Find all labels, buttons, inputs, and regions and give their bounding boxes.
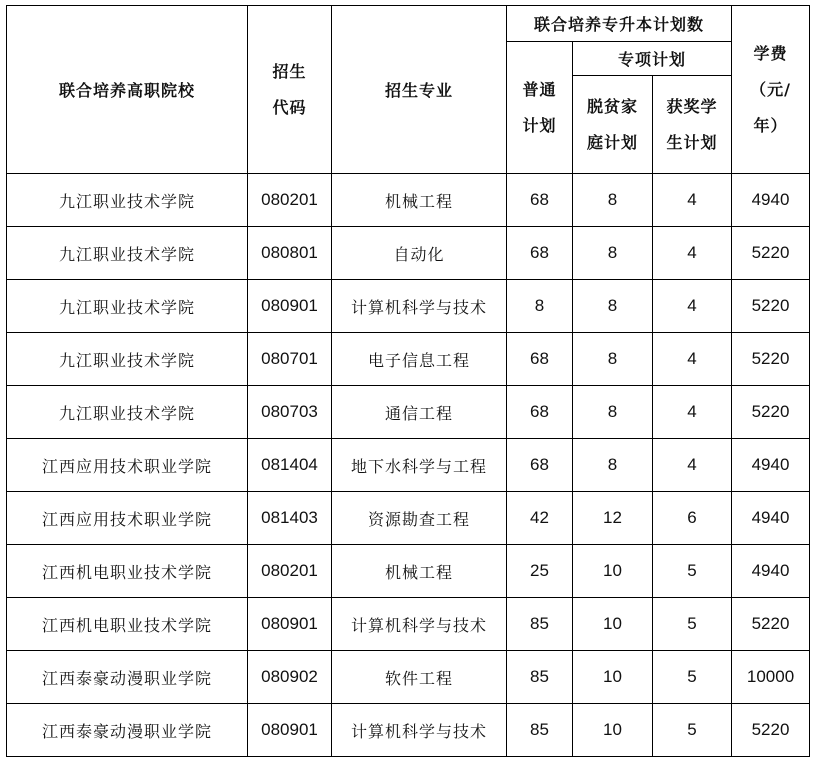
cell-regular-plan: 8: [507, 280, 573, 333]
cell-regular-plan: 85: [507, 598, 573, 651]
cell-fee: 4940: [732, 439, 810, 492]
cell-regular-plan: 25: [507, 545, 573, 598]
cell-code: 080201: [248, 174, 332, 227]
cell-poverty-plan: 10: [573, 598, 653, 651]
cell-fee: 5220: [732, 333, 810, 386]
cell-major: 计算机科学与技术: [332, 704, 507, 757]
header-plan-group: 联合培养专升本计划数: [507, 6, 732, 42]
cell-school: 九江职业技术学院: [7, 280, 248, 333]
cell-school: 江西机电职业技术学院: [7, 545, 248, 598]
cell-code: 080801: [248, 227, 332, 280]
cell-fee: 5220: [732, 280, 810, 333]
header-poverty-plan: 脱贫家 庭计划: [573, 76, 653, 174]
cell-school: 江西泰豪动漫职业学院: [7, 651, 248, 704]
enrollment-plan-table: [6, 5, 810, 757]
cell-major: 电子信息工程: [332, 333, 507, 386]
cell-code: 080201: [248, 545, 332, 598]
cell-regular-plan: 68: [507, 227, 573, 280]
cell-poverty-plan: 8: [573, 333, 653, 386]
cell-code: 080701: [248, 333, 332, 386]
cell-poverty-plan: 12: [573, 492, 653, 545]
table-body: [7, 174, 810, 757]
table-row: [7, 227, 810, 280]
table-row: [7, 280, 810, 333]
cell-school: 九江职业技术学院: [7, 386, 248, 439]
cell-major: 自动化: [332, 227, 507, 280]
header-code: 招生 代码: [248, 6, 332, 174]
cell-code: 080901: [248, 598, 332, 651]
cell-award-plan: 4: [653, 333, 732, 386]
cell-regular-plan: 68: [507, 333, 573, 386]
cell-award-plan: 4: [653, 227, 732, 280]
table-row: [7, 333, 810, 386]
cell-major: 地下水科学与工程: [332, 439, 507, 492]
cell-award-plan: 4: [653, 174, 732, 227]
cell-award-plan: 5: [653, 651, 732, 704]
cell-school: 九江职业技术学院: [7, 227, 248, 280]
cell-school: 江西泰豪动漫职业学院: [7, 704, 248, 757]
cell-regular-plan: 68: [507, 174, 573, 227]
cell-award-plan: 6: [653, 492, 732, 545]
cell-poverty-plan: 8: [573, 174, 653, 227]
header-fee: 学费 （元/ 年）: [732, 6, 810, 174]
cell-regular-plan: 85: [507, 704, 573, 757]
table-row: [7, 651, 810, 704]
cell-poverty-plan: 10: [573, 545, 653, 598]
cell-fee: 4940: [732, 174, 810, 227]
cell-regular-plan: 42: [507, 492, 573, 545]
table-row: [7, 492, 810, 545]
cell-award-plan: 5: [653, 545, 732, 598]
cell-award-plan: 5: [653, 598, 732, 651]
cell-award-plan: 4: [653, 280, 732, 333]
cell-fee: 5220: [732, 386, 810, 439]
cell-code: 080703: [248, 386, 332, 439]
cell-code: 080902: [248, 651, 332, 704]
header-award-plan: 获奖学 生计划: [653, 76, 732, 174]
cell-poverty-plan: 8: [573, 439, 653, 492]
table-row: [7, 386, 810, 439]
cell-school: 江西机电职业技术学院: [7, 598, 248, 651]
cell-award-plan: 4: [653, 439, 732, 492]
cell-fee: 5220: [732, 227, 810, 280]
cell-code: 081404: [248, 439, 332, 492]
cell-award-plan: 5: [653, 704, 732, 757]
cell-regular-plan: 85: [507, 651, 573, 704]
cell-award-plan: 4: [653, 386, 732, 439]
cell-major: 计算机科学与技术: [332, 280, 507, 333]
cell-fee: 10000: [732, 651, 810, 704]
table-row: [7, 439, 810, 492]
header-major: 招生专业: [332, 6, 507, 174]
cell-regular-plan: 68: [507, 439, 573, 492]
cell-major: 资源勘查工程: [332, 492, 507, 545]
cell-poverty-plan: 10: [573, 651, 653, 704]
cell-school: 江西应用技术职业学院: [7, 492, 248, 545]
cell-fee: 5220: [732, 704, 810, 757]
header-school: 联合培养高职院校: [7, 6, 248, 174]
cell-school: 九江职业技术学院: [7, 333, 248, 386]
cell-poverty-plan: 8: [573, 227, 653, 280]
cell-major: 机械工程: [332, 174, 507, 227]
cell-code: 080901: [248, 704, 332, 757]
table-row: [7, 704, 810, 757]
cell-major: 机械工程: [332, 545, 507, 598]
cell-poverty-plan: 10: [573, 704, 653, 757]
cell-major: 计算机科学与技术: [332, 598, 507, 651]
table-header: [7, 6, 810, 174]
cell-school: 九江职业技术学院: [7, 174, 248, 227]
table-row: [7, 545, 810, 598]
header-regular-plan: 普通 计划: [507, 42, 573, 174]
cell-major: 通信工程: [332, 386, 507, 439]
cell-poverty-plan: 8: [573, 386, 653, 439]
header-special-group: 专项计划: [573, 42, 732, 76]
table-row: [7, 598, 810, 651]
cell-code: 080901: [248, 280, 332, 333]
cell-fee: 4940: [732, 492, 810, 545]
cell-major: 软件工程: [332, 651, 507, 704]
cell-regular-plan: 68: [507, 386, 573, 439]
cell-code: 081403: [248, 492, 332, 545]
cell-poverty-plan: 8: [573, 280, 653, 333]
cell-fee: 5220: [732, 598, 810, 651]
cell-school: 江西应用技术职业学院: [7, 439, 248, 492]
cell-fee: 4940: [732, 545, 810, 598]
table-row: [7, 174, 810, 227]
